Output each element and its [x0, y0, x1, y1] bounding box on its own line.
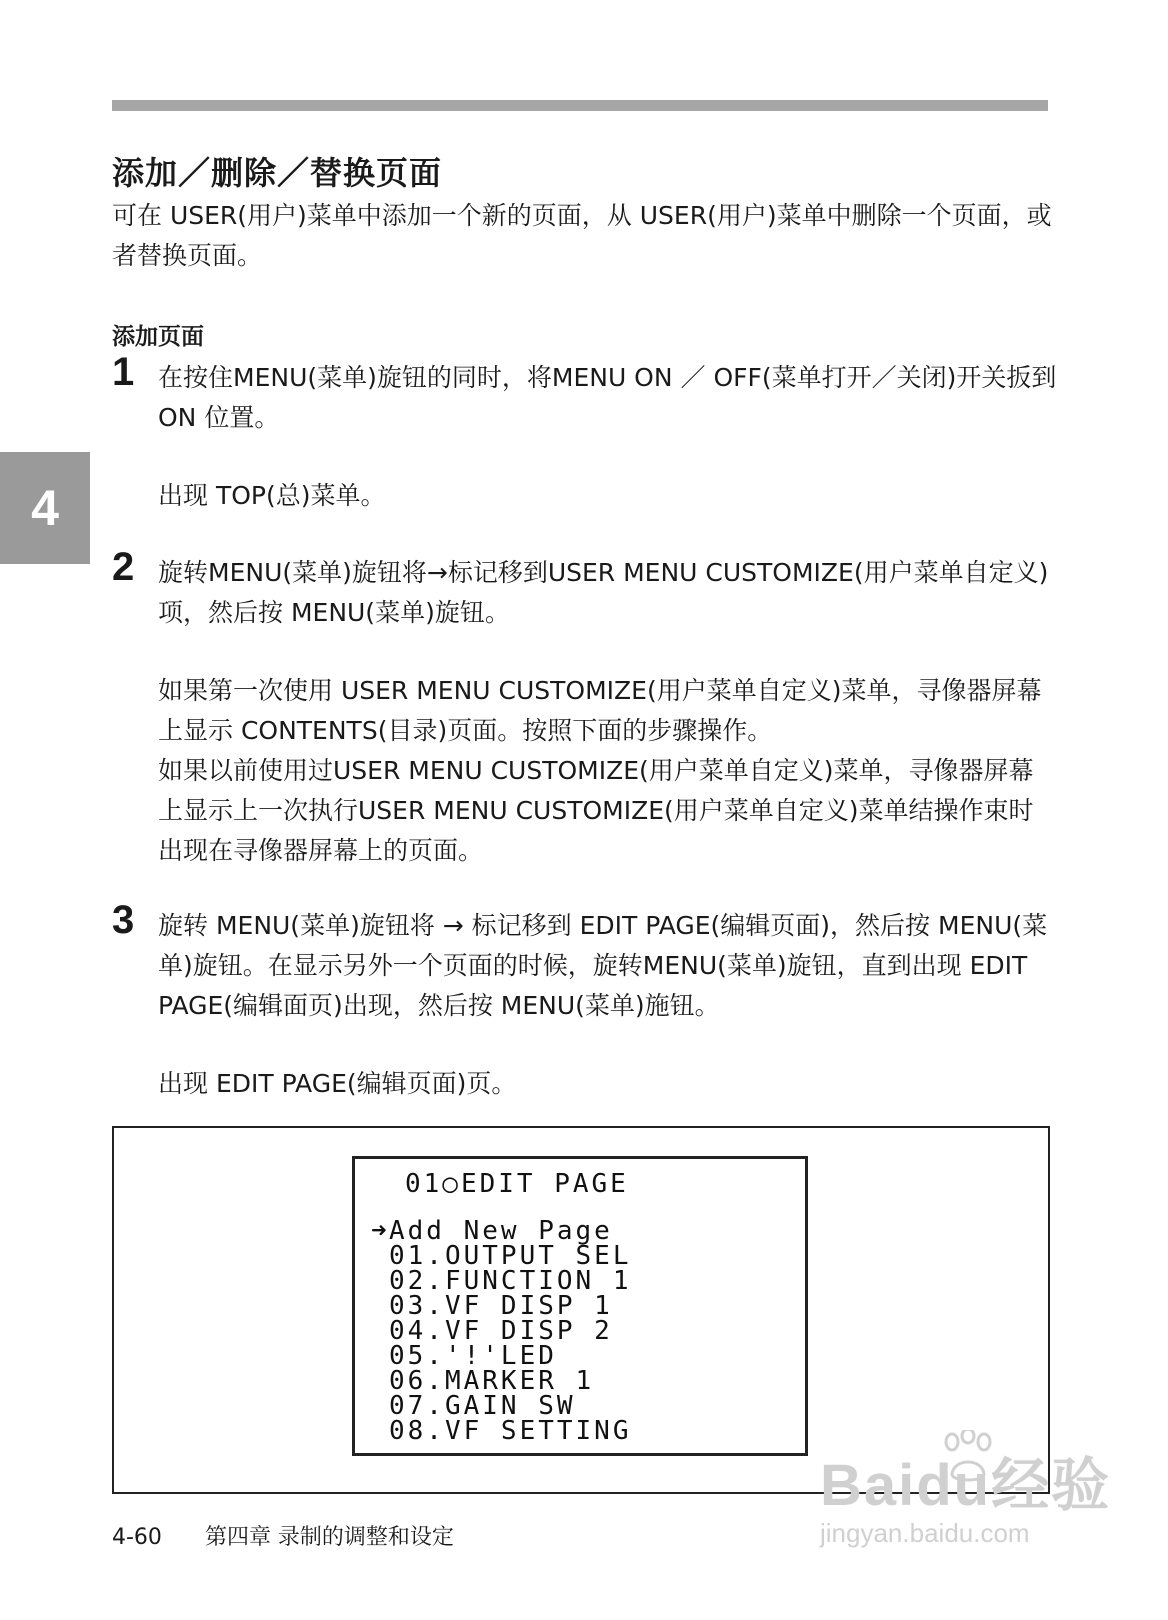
- step-3: [158, 906, 1058, 1104]
- chapter-title: 第四章 录制的调整和设定: [204, 1525, 454, 1550]
- watermark-main: Baidu经验: [820, 1453, 1112, 1518]
- paw-logo-icon: [938, 1430, 998, 1484]
- menu-item: 08.VF SETTING: [389, 1416, 632, 1446]
- page-title: 添加／删除／替换页面: [112, 154, 443, 192]
- header-rule: [112, 100, 1048, 111]
- step-2: [158, 553, 1058, 871]
- menu-item: 06.MARKER 1: [389, 1366, 595, 1396]
- step-number-3: 3: [112, 898, 135, 942]
- menu-item-add-new-page: ➜Add New Page: [371, 1216, 613, 1246]
- menu-item: 01.OUTPUT SEL: [389, 1241, 632, 1271]
- watermark: [820, 1438, 1111, 1549]
- intro-paragraph: 可在 USER(用户)菜单中添加一个新的页面，从 USER(用户)菜单中删除一个页面，或者替换页面。: [112, 201, 1052, 270]
- step-1: [158, 358, 1058, 516]
- menu-item: 05.'!'LED: [389, 1341, 557, 1371]
- step-3-text: 旋转 MENU(菜单)旋钮将 → 标记移到 EDIT PAGE(编辑页面)，然后按 MENU(菜单)旋钮。在显示另外一个页面的时候，旋转MENU(菜单)旋钮，直到出现 EDIT PAGE(编辑面页)出现，然后按 MENU(菜单)施钮。: [158, 911, 1048, 1020]
- chapter-tab: 4: [0, 452, 90, 564]
- page-footer: [112, 1520, 490, 1551]
- watermark-url: jingyan.baidu.com: [820, 1518, 1030, 1548]
- menu-item: 03.VF DISP 1: [389, 1291, 613, 1321]
- page-number: 4-60: [112, 1525, 162, 1550]
- step-2-note-1: 如果第一次使用 USER MENU CUSTOMIZE(用户菜单自定义)菜单，寻像器屏幕上显示 CONTENTS(目录)页面。按照下面的步骤操作。: [158, 676, 1042, 745]
- section-subhead: 添加页面: [112, 324, 204, 350]
- step-number-2: 2: [112, 545, 135, 589]
- cursor-arrow-icon: ➜: [371, 1216, 390, 1246]
- screen-title: 01○EDIT PAGE: [405, 1169, 629, 1199]
- menu-list: [371, 1216, 632, 1446]
- menu-item: 02.FUNCTION 1: [389, 1266, 632, 1296]
- step-2-note-2: 如果以前使用过USER MENU CUSTOMIZE(用户菜单自定义)菜单，寻像器屏幕上显示上一次执行USER MENU CUSTOMIZE(用户菜单自定义)菜单结操作束时出现在寻像器屏幕上的页面。: [158, 756, 1034, 865]
- step-3-result: 出现 EDIT PAGE(编辑页面)页。: [158, 1069, 517, 1098]
- viewfinder-screen: [352, 1156, 808, 1456]
- step-number-1: 1: [112, 350, 135, 394]
- step-2-text: 旋转MENU(菜单)旋钮将→标记移到USER MENU CUSTOMIZE(用户菜单自定义)项，然后按 MENU(菜单)旋钮。: [158, 558, 1049, 627]
- step-1-text: 在按住MENU(菜单)旋钮的同时，将MENU ON ／ OFF(菜单打开／关闭)开关扳到 ON 位置。: [158, 363, 1057, 432]
- step-1-result: 出现 TOP(总)菜单。: [158, 481, 386, 510]
- menu-item: 07.GAIN SW: [389, 1391, 576, 1421]
- menu-item: 04.VF DISP 2: [389, 1316, 613, 1346]
